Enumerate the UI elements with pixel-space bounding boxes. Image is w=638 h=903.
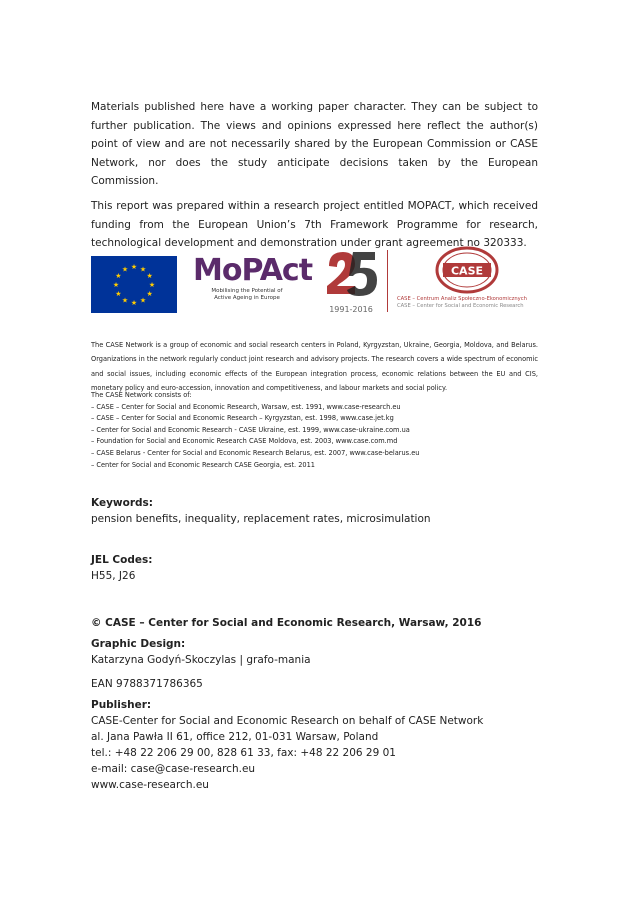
eu-star-icon: ★	[121, 265, 129, 274]
keywords-value: pension benefits, inequality, replacement rates, microsimulation	[91, 513, 431, 525]
case-names	[397, 296, 538, 310]
eu-star-icon: ★	[115, 272, 122, 280]
mopact-logo	[193, 253, 313, 314]
members-heading: The CASE Network consists of:	[91, 391, 192, 399]
jel-block	[91, 552, 538, 584]
eu-flag-logo	[91, 256, 177, 313]
member-item: – Center for Social and Economic Research - CASE Ukraine, est. 1999, www.case-ukraine.com.ua	[91, 425, 410, 434]
eu-star-icon: ★	[148, 281, 156, 289]
publisher-label: Publisher:	[91, 699, 152, 711]
eu-star-icon: ★	[112, 281, 120, 289]
anniversary-logo	[323, 248, 379, 314]
jel-value: H55, J26	[91, 570, 136, 582]
eu-star-icon: ★	[146, 272, 153, 280]
case-name-pl: CASE – Centrum Analiz Społeczno-Ekonomicznych	[397, 296, 527, 302]
mopact-subtitle-1: Mobilising the Potential of	[211, 288, 283, 294]
case-name-en: CASE – Center for Social and Economic Research	[397, 303, 524, 309]
publisher-line: CASE-Center for Social and Economic Research on behalf of CASE Network	[91, 715, 484, 727]
eu-star-icon: ★	[130, 299, 138, 307]
member-item: – CASE Belarus - Center for Social and Economic Research Belarus, est. 2007, www.case-belarus.eu	[91, 448, 420, 457]
eu-star-icon: ★	[121, 296, 129, 305]
case-badge-text: CASE	[450, 264, 484, 278]
anniversary-25-icon	[323, 248, 379, 302]
design-value: Katarzyna Godyń-Skoczylas | grafo-mania	[91, 654, 311, 666]
mopact-subtitle-2: Active Ageing in Europe	[214, 295, 280, 301]
design-label: Graphic Design:	[91, 638, 186, 650]
eu-star-icon: ★	[139, 296, 147, 305]
logo-strip	[91, 246, 538, 318]
network-members	[91, 390, 538, 471]
eu-star-icon: ★	[146, 290, 153, 298]
network-description: The CASE Network is a group of economic and social research centers in Poland, Kyrgyzstan, Ukraine, Georgia, Moldova, and Belarus. Organizations in the network regularly conduct joint research and advisory projects. The research covers a wide spectrum of economic and social issues, including economic effects of the European integration process, economic relations between the EU and CIS, monetary policy and euro-accession, innovation and competitiveness, and labour markets and social policy.	[91, 341, 538, 393]
mopact-title: MoPAct	[193, 253, 313, 288]
publisher-address: al. Jana Pawła II 61, office 212, 01-031 Warsaw, Poland	[91, 731, 379, 743]
eu-star-icon: ★	[139, 265, 147, 274]
disclaimer-paragraph: Materials published here have a working paper character. They can be subject to further publication. The views and opinions expressed here reflect the author(s) point of view and are not necessarily shared by the European Commission or CASE Network, nor does the study anticipate decisions taken by the European Commission.	[91, 101, 538, 188]
member-item: – Foundation for Social and Economic Research CASE Moldova, est. 2003, www.case.com.md	[91, 437, 398, 446]
anniversary-years: 1991-2016	[329, 305, 373, 314]
case-logo	[397, 246, 538, 316]
funding-paragraph: This report was prepared within a research project entitled MOPACT, which received funding from the European Union’s 7th Framework Programme for research, technological development and demonstration under grant agreement no 320333.	[91, 199, 538, 250]
case-emblem-icon	[397, 246, 538, 294]
publisher-phone: tel.: +48 22 206 29 00, 828 61 33, fax: +48 22 206 29 01	[91, 747, 396, 759]
eu-star-icon: ★	[130, 263, 138, 271]
publisher-website[interactable]: www.case-research.eu	[91, 779, 209, 791]
member-item: – Center for Social and Economic Research CASE Georgia, est. 2011	[91, 460, 316, 469]
keywords-block	[91, 495, 538, 527]
member-item: – CASE – Center for Social and Economic Research, Warsaw, est. 1991, www.case-research.eu	[91, 402, 401, 411]
eu-star-icon: ★	[115, 290, 122, 298]
jel-label: JEL Codes:	[91, 554, 153, 566]
intro-section	[91, 98, 538, 253]
logo-divider	[387, 250, 388, 312]
ean-line: EAN 9788371786365	[91, 678, 203, 690]
copyright-line: © CASE – Center for Social and Economic Research, Warsaw, 2016	[91, 617, 482, 629]
publisher-email[interactable]: e-mail: case@case-research.eu	[91, 763, 256, 775]
publisher-block	[91, 697, 538, 793]
design-block	[91, 636, 538, 668]
keywords-label: Keywords:	[91, 497, 153, 509]
member-item: – CASE – Center for Social and Economic Research – Kyrgyzstan, est. 1998, www.case.jet.kg	[91, 414, 394, 423]
